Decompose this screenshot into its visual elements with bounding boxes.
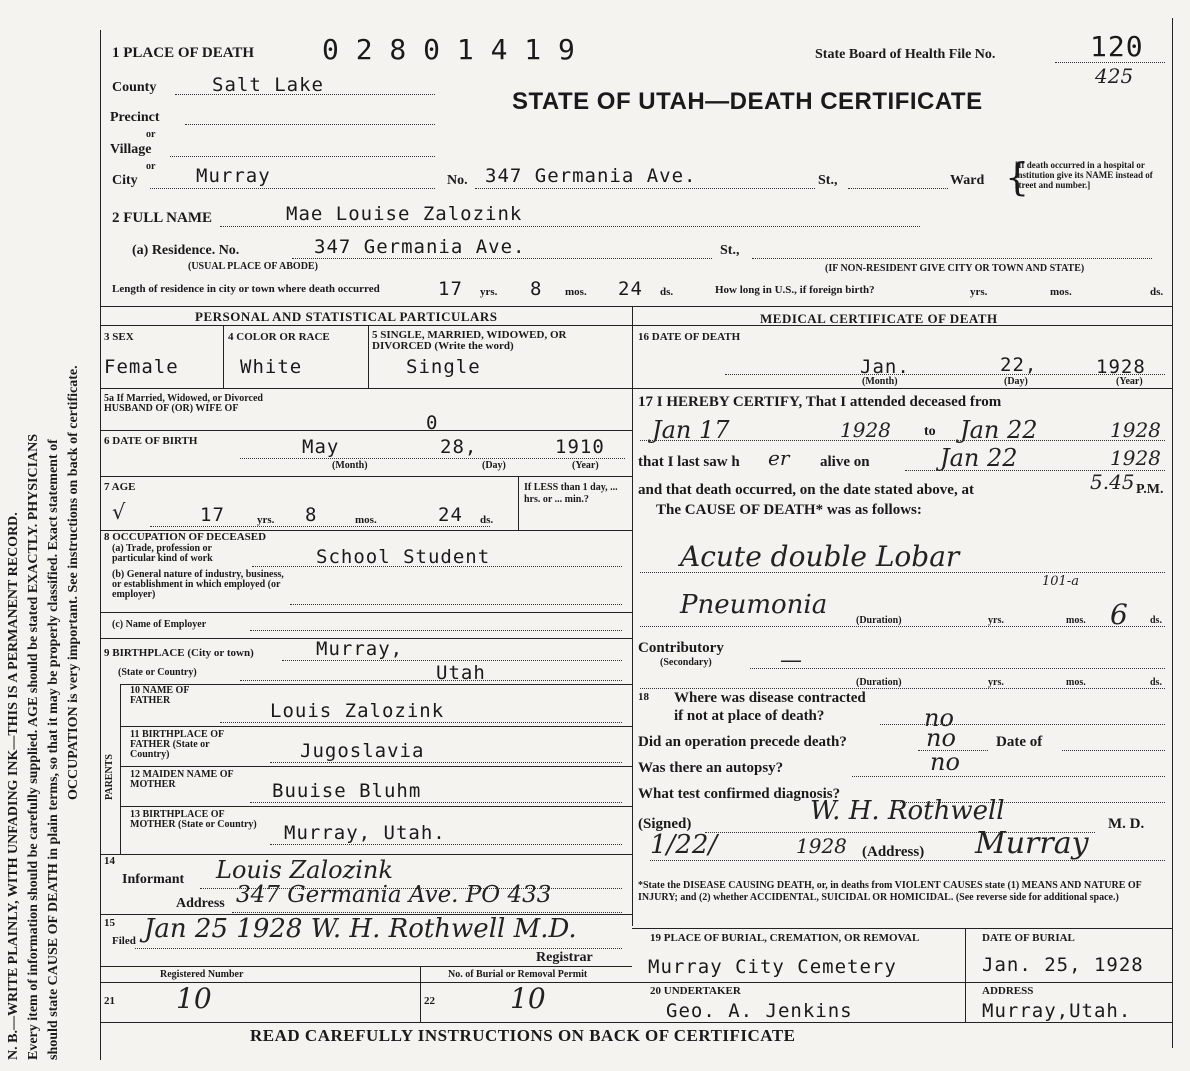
employer-label: (c) Name of Employer bbox=[112, 619, 207, 630]
margin-note-2: Every item of information should be carefully supplied. AGE should be stated EXACTLY. PHYSICIANS bbox=[26, 433, 41, 1060]
where-contracted-label: Where was disease contracted bbox=[674, 690, 866, 706]
father-birthplace: Jugoslavia bbox=[300, 740, 425, 762]
burial-place: Murray City Cemetery bbox=[648, 956, 897, 978]
county-value: Salt Lake bbox=[212, 74, 324, 96]
margin-note-4: OCCUPATION is very important. See instructions on back of certificate. bbox=[66, 365, 81, 800]
date-of-label: Date of bbox=[996, 734, 1043, 750]
length-mos: 8 bbox=[530, 278, 543, 300]
length-yrs: 17 bbox=[438, 278, 463, 300]
bottom-border bbox=[100, 1022, 1172, 1023]
death-year: 1928 bbox=[1096, 356, 1146, 378]
item-18-label: 18 bbox=[638, 691, 649, 703]
medical-section-title: MEDICAL CERTIFICATE OF DEATH bbox=[760, 311, 998, 326]
usual-abode-label: (USUAL PLACE OF ABODE) bbox=[188, 261, 318, 272]
informant-address-label: Address bbox=[176, 896, 225, 911]
burial-place-label: 19 PLACE OF BURIAL, CREMATION, OR REMOVAL bbox=[650, 932, 920, 944]
father-name: Louis Zalozink bbox=[270, 700, 445, 722]
dob-day-caption: (Day) bbox=[482, 460, 506, 471]
ward-label: Ward bbox=[950, 173, 985, 188]
street-st-label: St., bbox=[818, 173, 838, 188]
birthplace-label: 9 BIRTHPLACE (City or town) bbox=[104, 647, 254, 659]
age-mos: 8 bbox=[305, 504, 318, 526]
mother-birthplace: Murray, Utah. bbox=[284, 822, 446, 844]
length-ds: 24 bbox=[618, 278, 643, 300]
item-21-label: 21 bbox=[104, 995, 115, 1007]
marital-label: 5 SINGLE, MARRIED, WIDOWED, OR DIVORCED (Write the word) bbox=[372, 329, 567, 352]
non-resident-label: (IF NON-RESIDENT GIVE CITY OR TOWN AND STATE) bbox=[825, 263, 1085, 274]
dob-month-caption: (Month) bbox=[332, 460, 368, 471]
ward-note: [If death occurred in a hospital or institution give its NAME instead of street and number.] bbox=[1015, 160, 1153, 190]
duration-ds-2: ds. bbox=[1150, 677, 1162, 688]
spouse-label: 5a If Married, Widowed, or Divorced HUSBAND OF (OR) WIFE OF bbox=[104, 393, 263, 414]
margin-note-1: N. B.—WRITE PLAINLY, WITH UNFADING INK—THIS IS A PERMANENT RECORD. bbox=[6, 512, 21, 1060]
cause-primary: Acute double Lobar bbox=[680, 540, 960, 573]
file-no-label: State Board of Health File No. bbox=[815, 47, 996, 62]
age-ds-label: ds. bbox=[480, 514, 494, 526]
precinct-label: Precinct bbox=[110, 110, 160, 125]
dob-year-caption: (Year) bbox=[572, 460, 599, 471]
dob-label: 6 DATE OF BIRTH bbox=[104, 435, 198, 447]
attended-from: Jan 17 bbox=[652, 416, 730, 444]
length-mos-label: mos. bbox=[565, 286, 587, 298]
cause-secondary: Pneumonia bbox=[680, 590, 828, 620]
file-no: 120 bbox=[1090, 30, 1144, 63]
filed-entry: Jan 25 1928 W. H. Rothwell M.D. bbox=[144, 914, 577, 944]
not-at-place-label: if not at place of death? bbox=[674, 708, 825, 724]
death-day: 22, bbox=[1000, 354, 1038, 376]
less-than-day-label: If LESS than 1 day, ... hrs. or ... min.? bbox=[524, 482, 618, 505]
autopsy-value: no bbox=[930, 748, 960, 776]
burial-permit-label: No. of Burial or Removal Permit bbox=[448, 969, 588, 980]
father-birthplace-label: 11 BIRTHPLACE OF FATHER (State or Country) bbox=[130, 729, 224, 760]
ward-bracket: { bbox=[1005, 155, 1030, 199]
md-label: M. D. bbox=[1108, 816, 1145, 832]
dob-month: May bbox=[302, 436, 340, 458]
city-value: Murray bbox=[196, 165, 271, 187]
stamp-number: 0 2 8 0 1 4 1 9 bbox=[322, 33, 575, 66]
length-residence-label: Length of residence in city or town where death occurred bbox=[112, 283, 380, 295]
left-border bbox=[100, 30, 101, 1060]
parents-label: PARENTS bbox=[104, 754, 115, 800]
mother-name: Buuise Bluhm bbox=[272, 780, 422, 802]
undertaker-address: Murray,Utah. bbox=[982, 1000, 1132, 1022]
street-value: 347 Germania Ave. bbox=[485, 165, 697, 187]
race-value: White bbox=[240, 356, 303, 378]
age-checkmark: √ bbox=[112, 500, 126, 524]
operation-label: Did an operation precede death? bbox=[638, 734, 847, 750]
duration-yrs-2: yrs. bbox=[988, 677, 1004, 688]
personal-section-title: PERSONAL AND STATISTICAL PARTICULARS bbox=[195, 309, 498, 324]
signed-year: 1928 bbox=[796, 834, 847, 858]
undertaker-name: Geo. A. Jenkins bbox=[666, 1000, 853, 1022]
burial-date: Jan. 25, 1928 bbox=[982, 954, 1144, 976]
marital-value: Single bbox=[406, 356, 481, 378]
burial-date-label: DATE OF BURIAL bbox=[982, 932, 1075, 944]
us-ds-label: ds. bbox=[1150, 286, 1164, 298]
filed-label: Filed bbox=[112, 935, 136, 947]
item-22-label: 22 bbox=[424, 995, 435, 1007]
birthplace-state: Utah bbox=[436, 662, 486, 684]
street-no-label: No. bbox=[447, 173, 468, 188]
item-14-label: 14 bbox=[104, 855, 115, 867]
duration-days: 6 bbox=[1110, 598, 1128, 631]
cause-label: The CAUSE OF DEATH* was as follows: bbox=[656, 502, 922, 518]
full-name-label: 2 FULL NAME bbox=[112, 210, 213, 226]
informant-label: Informant bbox=[122, 872, 185, 887]
us-mos-label: mos. bbox=[1050, 286, 1072, 298]
contributory-label: Contributory bbox=[638, 640, 724, 656]
full-name-value: Mae Louise Zalozink bbox=[286, 203, 523, 225]
test-confirmed-label: What test confirmed diagnosis? bbox=[638, 786, 841, 802]
registered-number-label: Registered Number bbox=[160, 969, 244, 980]
race-label: 4 COLOR OR RACE bbox=[228, 331, 330, 343]
dob-day: 28, bbox=[440, 436, 478, 458]
center-divider bbox=[632, 306, 633, 926]
age-ds: 24 bbox=[438, 504, 463, 526]
city-label: City bbox=[112, 173, 138, 188]
informant-signature: Louis Zalozink bbox=[216, 856, 393, 884]
footer-instructions: READ CAREFULLY INSTRUCTIONS ON BACK OF CERTIFICATE bbox=[250, 1026, 796, 1045]
occupation-sub-a: (a) Trade, profession or particular kind of work bbox=[112, 543, 213, 564]
right-border bbox=[1172, 18, 1173, 1048]
attended-to-year: 1928 bbox=[1110, 418, 1161, 442]
last-saw-date: Jan 22 bbox=[940, 444, 1018, 472]
informant-address: 347 Germania Ave. PO 433 bbox=[236, 882, 552, 908]
length-yrs-label: yrs. bbox=[480, 286, 498, 298]
sex-label: 3 SEX bbox=[104, 331, 134, 343]
occupation-value: School Student bbox=[316, 546, 491, 568]
or-label-1: or bbox=[146, 129, 156, 140]
mother-birthplace-label: 13 BIRTHPLACE OF MOTHER (State or Country) bbox=[130, 809, 257, 830]
death-month: Jan. bbox=[860, 356, 910, 378]
to-label: to bbox=[924, 424, 936, 439]
place-of-death-label: 1 PLACE OF DEATH bbox=[112, 45, 255, 61]
registrar-label: Registrar bbox=[536, 950, 593, 965]
margin-note-3: should state CAUSE OF DEATH in plain terms, so that it may be properly classified. Exact statement of bbox=[46, 439, 61, 1060]
page-title: STATE OF UTAH—DEATH CERTIFICATE bbox=[512, 88, 983, 115]
alive-on-label: alive on bbox=[820, 454, 870, 470]
duration-label-1: (Duration) bbox=[856, 615, 902, 626]
undertaker-address-label: ADDRESS bbox=[982, 985, 1034, 997]
cause-footnote: *State the DISEASE CAUSING DEATH, or, in deaths from VIOLENT CAUSES state (1) MEANS AND NATURE OF INJURY; and (2) whether ACCIDENTAL, SUICIDAL OR HOMICIDAL. (See reverse side for additional space.) bbox=[638, 880, 1142, 903]
residence-label: (a) Residence. No. bbox=[132, 243, 240, 258]
item-15-label: 15 bbox=[104, 917, 115, 929]
death-occurred-label: and that death occurred, on the date stated above, at bbox=[638, 482, 974, 498]
attended-to: Jan 22 bbox=[960, 416, 1038, 444]
death-time-suffix: P.M. bbox=[1136, 482, 1164, 497]
last-saw-pronoun: er bbox=[768, 446, 790, 470]
cause-code: 101-a bbox=[1042, 574, 1079, 589]
death-month-caption: (Month) bbox=[862, 376, 898, 387]
secondary-label: (Secondary) bbox=[660, 657, 712, 668]
birthplace-state-label: (State or Country) bbox=[118, 667, 197, 678]
physician-address-label: (Address) bbox=[862, 844, 925, 860]
file-no-extra: 425 bbox=[1095, 64, 1134, 88]
residence-st-label: St., bbox=[720, 243, 740, 258]
attended-from-year: 1928 bbox=[840, 418, 891, 442]
where-contracted-value: no bbox=[924, 704, 954, 732]
or-label-2: or bbox=[146, 161, 156, 172]
occupation-sub-b: (b) General nature of industry, business, or establishment in which employed (or employer) bbox=[112, 569, 284, 600]
duration-mos-2: mos. bbox=[1066, 677, 1086, 688]
village-label: Village bbox=[110, 142, 152, 157]
length-ds-label: ds. bbox=[660, 286, 674, 298]
undertaker-label: 20 UNDERTAKER bbox=[650, 985, 741, 997]
spouse-value: 0 bbox=[426, 412, 439, 434]
duration-yrs-1: yrs. bbox=[988, 615, 1004, 626]
sex-value: Female bbox=[104, 356, 179, 378]
us-yrs-label: yrs. bbox=[970, 286, 988, 298]
occupation-label: 8 OCCUPATION OF DECEASED bbox=[104, 531, 267, 543]
duration-label-2: (Duration) bbox=[856, 677, 902, 688]
date-of-death-label: 16 DATE OF DEATH bbox=[638, 331, 741, 343]
birthplace-city: Murray, bbox=[316, 638, 404, 660]
residence-value: 347 Germania Ave. bbox=[314, 236, 526, 258]
duration-mos-1: mos. bbox=[1066, 615, 1086, 626]
contributory-value: — bbox=[780, 648, 802, 673]
age-yrs: 17 bbox=[200, 504, 225, 526]
signed-label: (Signed) bbox=[638, 816, 692, 832]
duration-ds-1: ds. bbox=[1150, 615, 1162, 626]
age-mos-label: mos. bbox=[355, 514, 377, 526]
death-year-caption: (Year) bbox=[1116, 376, 1143, 387]
death-day-caption: (Day) bbox=[1004, 376, 1028, 387]
how-long-label: How long in U.S., if foreign birth? bbox=[715, 284, 875, 296]
dob-year: 1910 bbox=[555, 436, 605, 458]
father-label: 10 NAME OF FATHER bbox=[130, 685, 190, 706]
certify-label: 17 I HEREBY CERTIFY, That I attended deceased from bbox=[638, 394, 1002, 410]
mother-label: 12 MAIDEN NAME OF MOTHER bbox=[130, 769, 234, 790]
last-saw-year: 1928 bbox=[1110, 446, 1161, 470]
physician-address: Murray bbox=[975, 826, 1089, 861]
death-time: 5.45 bbox=[1090, 470, 1135, 494]
age-label: 7 AGE bbox=[104, 481, 136, 493]
burial-permit-number: 10 bbox=[510, 982, 546, 1015]
signed-date: 1/22/ bbox=[650, 830, 718, 860]
age-yrs-label: yrs. bbox=[257, 514, 275, 526]
registered-number: 10 bbox=[176, 982, 212, 1015]
county-label: County bbox=[112, 80, 157, 95]
autopsy-label: Was there an autopsy? bbox=[638, 760, 784, 776]
physician-signature: W. H. Rothwell bbox=[810, 796, 1005, 826]
operation-value: no bbox=[926, 724, 956, 752]
last-saw-label: that I last saw h bbox=[638, 454, 740, 470]
